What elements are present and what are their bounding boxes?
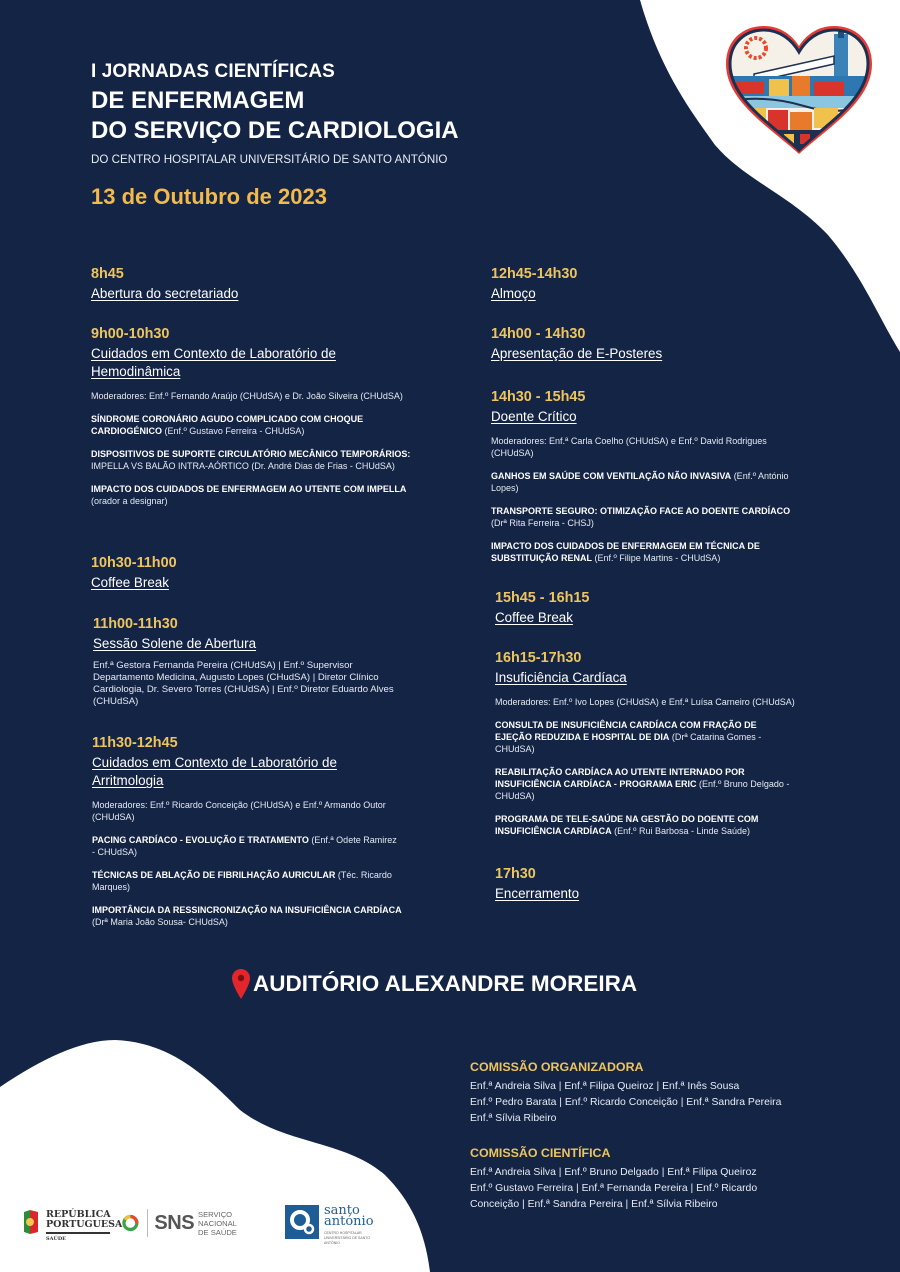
sns-desc-line1: SERVIÇO NACIONAL	[198, 1209, 237, 1228]
program-item	[495, 865, 579, 903]
session-title[interactable]	[91, 345, 411, 381]
republica-portuguesa-logo	[22, 1210, 122, 1242]
heart-porto-cityscape-icon	[724, 24, 874, 158]
talk-item	[92, 834, 402, 858]
talk-topic: GANHOS EM SAÚDE COM VENTILAÇÃO NÃO INVASIVA	[491, 471, 732, 481]
session-title-line1: Cuidados em Contexto de Laboratório de	[91, 346, 336, 361]
talk-speaker: (Enf.º Rui Barbosa - Linde Saúde)	[611, 826, 751, 836]
session-title[interactable]: Coffee Break	[91, 575, 169, 590]
event-date: 13 de Outubro de 2023	[91, 184, 327, 209]
committee-members: Enf.ª Sílvia Ribeiro	[470, 1113, 557, 1124]
organizing-committee	[470, 1059, 781, 1127]
session-details: Enf.ª Gestora Fernanda Pereira (CHUdSA) | Enf.º Supervisor Departamento Medicina, Augusto Lopes (CHudSA) | Diretor Clínico Cardiologia, Dr. Severo Torres (CHUdSA) | Enf.º Diretor Eduardo Alves (CHUdSA)	[93, 660, 394, 707]
map-pin-icon	[232, 969, 250, 999]
session-moderators: Moderadores: Enf.º Fernando Araújo (CHUdSA) e Dr. João Silveira (CHUdSA)	[91, 391, 403, 401]
session-moderators: Moderadores: Enf.º Ivo Lopes (CHUdSA) e Enf.ª Luísa Carneiro (CHUdSA)	[495, 697, 795, 707]
program-item	[93, 615, 403, 708]
session-title[interactable]: Doente Crítico	[491, 409, 577, 424]
session-time: 12h45-14h30	[491, 266, 578, 282]
santo-antonio-name2: antónio	[324, 1214, 374, 1229]
program-item	[91, 265, 238, 303]
talk-item	[92, 869, 402, 893]
session-moderators: Moderadores: Enf.º Ricardo Conceição (CHUdSA) e Enf.º Armando Outor (CHUdSA)	[92, 800, 386, 822]
talk-speaker: (Drª Maria João Sousa- CHUdSA)	[92, 917, 228, 927]
event-subtitle: DO CENTRO HOSPITALAR UNIVERSITÁRIO DE SANTO ANTÓNIO	[91, 153, 448, 166]
scientific-committee	[470, 1145, 757, 1213]
session-title[interactable]: Sessão Solene de Abertura	[93, 636, 257, 651]
talk-speaker: (Enf.º Bruno Delgado - CHUdSA)	[495, 779, 790, 801]
committee-title: COMISSÃO ORGANIZADORA	[470, 1060, 644, 1074]
talk-item	[495, 766, 795, 802]
session-time: 10h30-11h00	[91, 555, 177, 571]
program-item	[495, 589, 589, 627]
republica-line1: REPÚBLICA	[46, 1209, 111, 1220]
talk-speaker: (Téc. Ricardo Marques)	[92, 870, 392, 892]
session-time: 17h30	[495, 866, 536, 882]
event-title-line3: DO SERVIÇO DE CARDIOLOGIA	[91, 117, 459, 144]
sns-ring-icon	[122, 1210, 139, 1236]
talk-topic: DISPOSITIVOS DE SUPORTE CIRCULATÓRIO MECÂNICO TEMPORÁRIOS:	[91, 449, 411, 459]
sns-wordmark: SNS	[154, 1211, 195, 1234]
session-title[interactable]: Apresentação de E-Posteres	[491, 346, 663, 361]
republica-line3: SAÚDE	[46, 1236, 66, 1242]
santo-antonio-desc1: CENTRO HOSPITALAR	[324, 1231, 362, 1235]
session-time: 11h30-12h45	[92, 735, 178, 751]
session-title[interactable]: Abertura do secretariado	[91, 286, 239, 301]
talk-topic: TRANSPORTE SEGURO: OTIMIZAÇÃO FACE AO DOENTE CARDÍACO	[491, 506, 791, 516]
talk-speaker: (Enf.º Gustavo Ferreira - CHUdSA)	[162, 426, 305, 436]
committee-members: Enf.º Gustavo Ferreira | Enf.ª Fernanda Pereira | Enf.º Ricardo	[470, 1183, 758, 1194]
program-item	[491, 325, 662, 363]
talk-speaker: (Enf.º António Lopes)	[491, 471, 789, 493]
talk-topic: CONSULTA DE INSUFICIÊNCIA CARDÍACA COM FRAÇÃO DE EJEÇÃO REDUZIDA E HOSPITAL DE DIA	[495, 720, 757, 742]
session-title[interactable]	[92, 754, 402, 790]
republica-line2: PORTUGUESA	[46, 1219, 123, 1230]
talk-item	[91, 448, 411, 472]
talk-topic: SÍNDROME CORONÁRIO AGUDO COMPLICADO COM CHOQUE CARDIOGÉNICO	[91, 414, 364, 436]
talk-item	[491, 505, 796, 529]
talk-speaker: (Enf.ª Odete Ramirez - CHUdSA)	[92, 835, 397, 857]
location-name: AUDITÓRIO ALEXANDRE MOREIRA	[253, 971, 638, 996]
session-title-line2: Hemodinâmica	[91, 364, 181, 379]
program-item	[91, 554, 177, 592]
talk-item	[491, 540, 796, 564]
talk-speaker: (orador a designar)	[91, 496, 168, 506]
talk-speaker: (Drª Rita Ferreira - CHSJ)	[491, 518, 594, 528]
session-title[interactable]: Encerramento	[495, 886, 580, 901]
santo-antonio-desc2: UNIVERSITÁRIO DE SANTO ANTÓNIO	[324, 1236, 371, 1245]
committee-members: Enf.ª Andreia Silva | Enf.º Bruno Delgado | Enf.ª Filipa Queiroz	[470, 1167, 757, 1178]
sns-desc-line2: DE SAÚDE	[198, 1227, 237, 1237]
session-time: 15h45 - 16h15	[495, 590, 590, 606]
talk-topic: TÉCNICAS DE ABLAÇÃO DE FIBRILHAÇÃO AURICULAR	[92, 870, 336, 880]
talk-item	[91, 483, 411, 507]
santo-antonio-mark-icon	[285, 1205, 319, 1239]
program-item	[495, 649, 795, 837]
session-moderators: Moderadores: Enf.ª Carla Coelho (CHUdSA) e Enf.º David Rodrigues (CHUdSA)	[491, 436, 767, 458]
session-title[interactable]: Coffee Break	[495, 610, 573, 625]
talk-topic: REABILITAÇÃO CARDÍACA AO UTENTE INTERNADO POR INSUFICIÊNCIA CARDÍACA - PROGRAMA ERIC	[495, 767, 745, 789]
talk-topic: PACING CARDÍACO - EVOLUÇÃO E TRATAMENTO	[92, 835, 309, 845]
talk-topic: IMPACTO DOS CUIDADOS DE ENFERMAGEM EM TÉCNICA DE SUBSTITUIÇÃO RENAL	[491, 541, 760, 563]
talk-topic: IMPACTO DOS CUIDADOS DE ENFERMAGEM AO UTENTE COM IMPELLA	[91, 484, 407, 494]
session-title[interactable]: Almoço	[491, 286, 536, 301]
session-time: 8h45	[91, 266, 124, 282]
santo-antonio-name1: santo	[324, 1203, 360, 1218]
event-location	[232, 969, 637, 999]
committee-members: Enf.º Pedro Barata | Enf.º Ricardo Conceição | Enf.ª Sandra Pereira	[470, 1097, 782, 1108]
talk-topic: PROGRAMA DE TELE-SAÚDE NA GESTÃO DO DOENTE COM INSUFICIÊNCIA CARDÍACA	[495, 814, 759, 836]
talk-item	[91, 413, 411, 437]
session-time: 16h15-17h30	[495, 650, 582, 666]
talk-topic: IMPORTÂNCIA DA RESSINCRONIZAÇÃO NA INSUFICIÊNCIA CARDÍACA	[92, 905, 402, 915]
session-time: 14h00 - 14h30	[491, 326, 586, 342]
talk-item	[92, 904, 402, 928]
santo-antonio-logo	[285, 1205, 374, 1246]
program-item	[92, 734, 402, 928]
talk-speaker: (Drª Catarina Gomes - CHUdSA)	[495, 732, 762, 754]
session-time: 11h00-11h30	[93, 616, 178, 632]
committee-members: Enf.ª Andreia Silva | Enf.ª Filipa Queiroz | Enf.ª Inês Sousa	[470, 1081, 740, 1092]
event-title-line2: DE ENFERMAGEM	[91, 87, 305, 114]
talk-item	[495, 813, 795, 837]
session-title-line1: Cuidados em Contexto de Laboratório de	[92, 755, 337, 770]
session-time: 9h00-10h30	[91, 326, 170, 342]
event-title-line1: I JORNADAS CIENTÍFICAS	[91, 61, 335, 82]
talk-item	[495, 719, 795, 755]
talk-item	[491, 470, 796, 494]
committee-members: Conceição | Enf.ª Sandra Pereira | Enf.ª Sílvia Ribeiro	[470, 1199, 718, 1210]
session-time: 14h30 - 15h45	[491, 389, 586, 405]
program-item	[491, 388, 796, 564]
talk-speaker: (Enf.º Filipe Martins - CHUdSA)	[592, 553, 721, 563]
talk-speaker: IMPELLA VS BALÃO INTRA-AÓRTICO (Dr. André Dias de Frias - CHUdSA)	[91, 461, 395, 471]
session-title-line2: Arritmologia	[92, 773, 164, 788]
portugal-flag-icon	[22, 1210, 40, 1234]
committee-title: COMISSÃO CIENTÍFICA	[470, 1146, 611, 1160]
session-title[interactable]: Insuficiência Cardíaca	[495, 670, 627, 685]
program-item	[491, 265, 577, 303]
program-item	[91, 325, 411, 507]
sns-logo	[122, 1209, 246, 1237]
